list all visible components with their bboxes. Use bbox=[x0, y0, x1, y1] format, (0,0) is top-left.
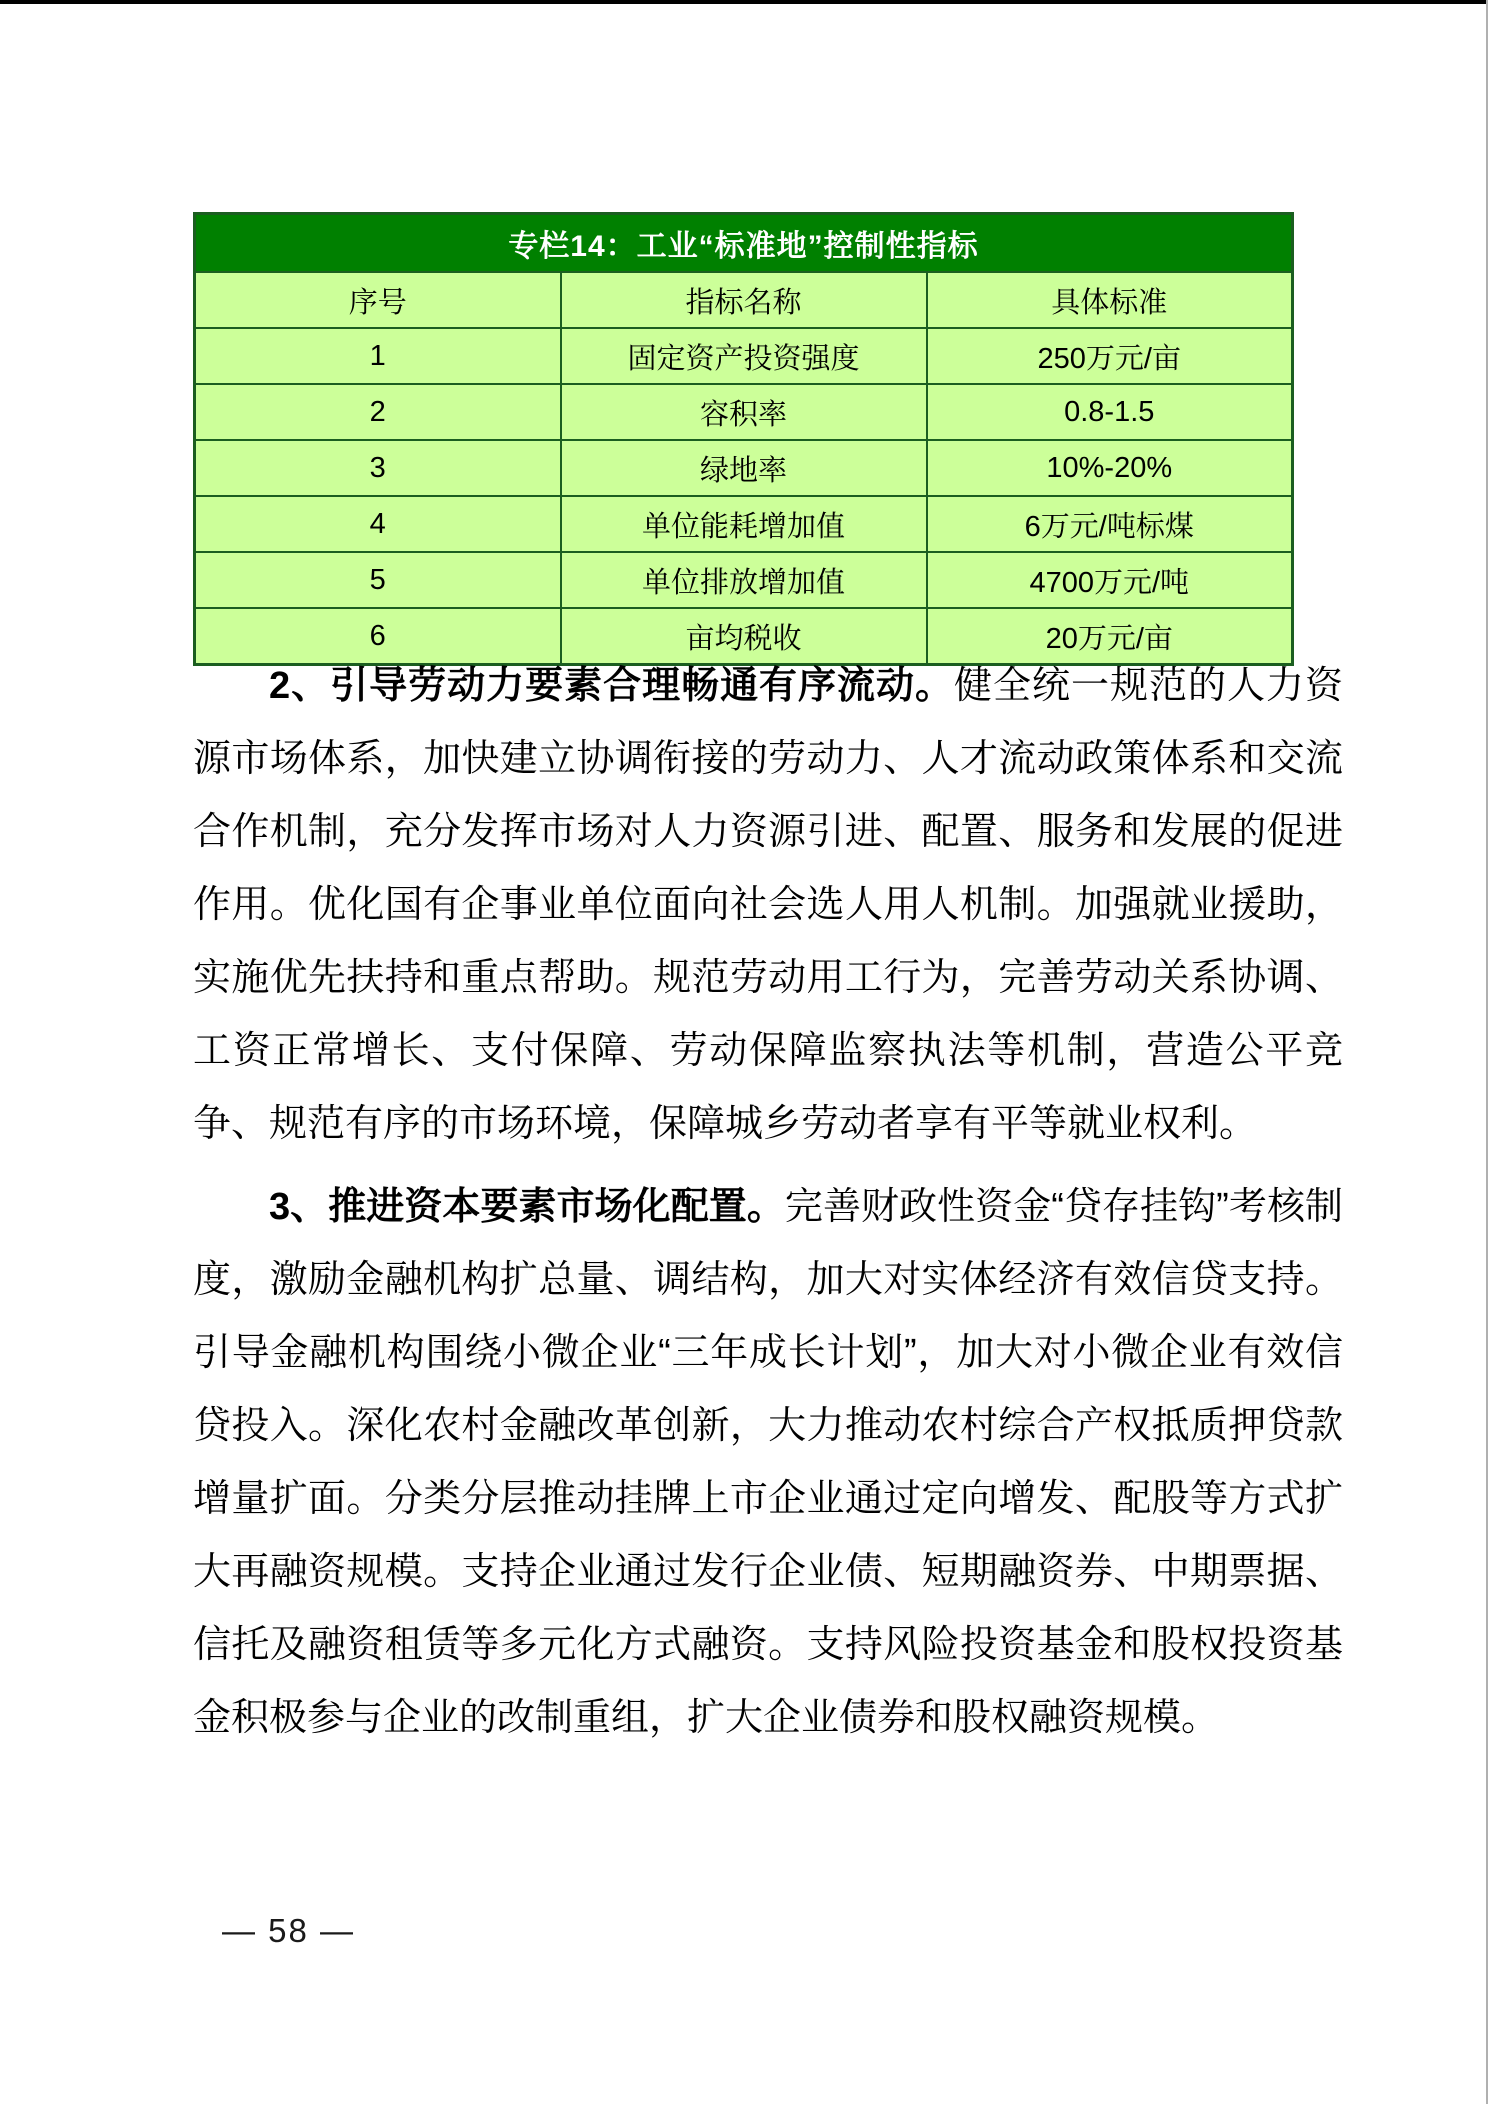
cell-no: 5 bbox=[195, 552, 561, 608]
cell-standard: 10%-20% bbox=[927, 440, 1293, 496]
paragraph-body: 完善财政性资金“贷存挂钩”考核制度，激励金融机构扩总量、调结构，加大对实体经济有效信贷支持。引导金融机构围绕小微企业“三年成长计划”，加大对小微企业有效信贷投入。深化农村金融改革创新，大力推动农村综合产权抵质押贷款增量扩面。分类分层推动挂牌上市企业通过定向增发、配股等方式扩大再融资规模。支持企业通过发行企业债、短期融资券、中期票据、信托及融资租赁等多元化方式融资。支持风险投资基金和股权投资基金积极参与企业的改制重组，扩大企业债券和股权融资规模。 bbox=[193, 1186, 1344, 1739]
cell-no: 2 bbox=[195, 384, 561, 440]
table-row bbox=[195, 552, 1293, 608]
cell-name: 单位排放增加值 bbox=[561, 552, 927, 608]
table-header-row bbox=[195, 272, 1293, 328]
cell-name: 单位能耗增加值 bbox=[561, 496, 927, 552]
paragraph-lead: 3、推进资本要素市场化配置。 bbox=[269, 1186, 785, 1228]
cell-name: 亩均税收 bbox=[561, 608, 927, 665]
page-number: — 58 — bbox=[222, 1912, 356, 1949]
column-header-no: 序号 bbox=[195, 272, 561, 328]
cell-standard: 20万元/亩 bbox=[927, 608, 1293, 665]
cell-no: 6 bbox=[195, 608, 561, 665]
cell-name: 固定资产投资强度 bbox=[561, 328, 927, 384]
paragraph-lead: 2、引导劳动力要素合理畅通有序流动。 bbox=[269, 665, 955, 707]
table-title: 专栏14：工业“标准地”控制性指标 bbox=[195, 214, 1293, 273]
cell-no: 1 bbox=[195, 328, 561, 384]
table-row bbox=[195, 384, 1293, 440]
paragraph-body: 健全统一规范的人力资源市场体系，加快建立协调衔接的劳动力、人才流动政策体系和交流合作机制，充分发挥市场对人力资源引进、配置、服务和发展的促进作用。优化国有企事业单位面向社会选人用人机制。加强就业援助，实施优先扶持和重点帮助。规范劳动用工行为，完善劳动关系协调、工资正常增长、支付保障、劳动保障监察执法等机制，营造公平竞争、规范有序的市场环境，保障城乡劳动者享有平等就业权利。 bbox=[193, 665, 1343, 1145]
table-title-row bbox=[195, 214, 1293, 273]
column-header-name: 指标名称 bbox=[561, 272, 927, 328]
paragraph-capital-allocation bbox=[193, 1171, 1343, 1755]
cell-standard: 4700万元/吨 bbox=[927, 552, 1293, 608]
table-row bbox=[195, 440, 1293, 496]
standard-land-indicator-table bbox=[193, 212, 1294, 666]
paragraph-labor-mobility bbox=[193, 650, 1343, 1161]
cell-standard: 250万元/亩 bbox=[927, 328, 1293, 384]
cell-name: 容积率 bbox=[561, 384, 927, 440]
cell-name: 绿地率 bbox=[561, 440, 927, 496]
cell-standard: 6万元/吨标煤 bbox=[927, 496, 1293, 552]
table-row bbox=[195, 328, 1293, 384]
body-text-block bbox=[193, 650, 1343, 1755]
cell-no: 4 bbox=[195, 496, 561, 552]
cell-no: 3 bbox=[195, 440, 561, 496]
cell-standard: 0.8-1.5 bbox=[927, 384, 1293, 440]
page-top-edge-line bbox=[0, 0, 1488, 4]
column-header-std: 具体标准 bbox=[927, 272, 1293, 328]
table-row bbox=[195, 496, 1293, 552]
